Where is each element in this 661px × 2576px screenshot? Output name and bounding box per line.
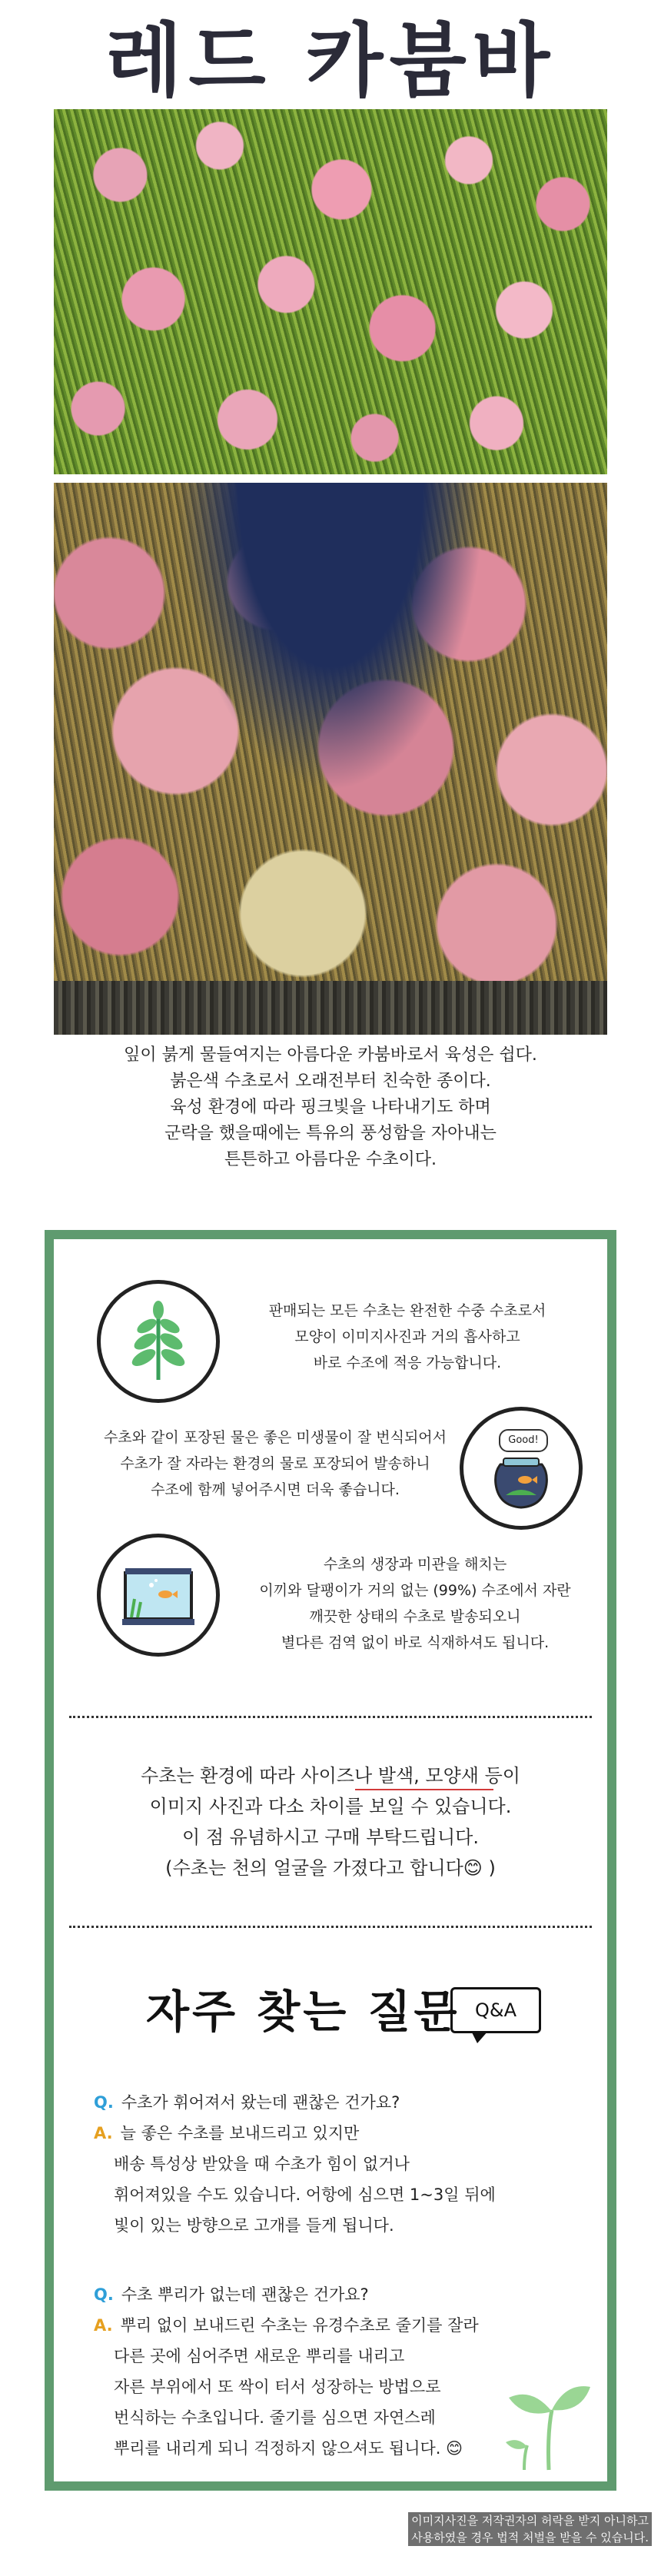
answer-line: 번식하는 수초입니다. 줄기를 심으면 자연스레	[114, 2408, 436, 2427]
good-badge: Good!	[499, 1429, 548, 1452]
copyright-line: 사용하였을 경우 법적 처벌을 받을 수 있습니다.	[408, 2529, 652, 2546]
description	[46, 1042, 615, 1173]
divider	[69, 1926, 592, 1928]
description-line: 잎이 붉게 물들여지는 아름다운 카붐바로서 육성은 쉽다.	[124, 1045, 537, 1065]
notice-line: 수초는 환경에 따라 사이즈나 발색, 모양새 등이	[141, 1765, 520, 1787]
answer-line: 늘 좋은 수초를 보내드리고 있지만	[120, 2124, 360, 2142]
answer-line: 뿌리 없이 보내드린 수초는 유경수초로 줄기를 잘라	[120, 2316, 479, 2335]
answer-line: 뿌리를 내리게 되니 걱정하지 않으셔도 됩니다. 😊	[114, 2439, 463, 2458]
plant-icon	[97, 1280, 220, 1403]
answer-line: 자른 부위에서 또 싹이 터서 성장하는 방법으로	[114, 2378, 441, 2396]
notice	[69, 1760, 592, 1883]
fishbowl-icon	[460, 1407, 583, 1530]
notice-underline	[437, 1789, 493, 1790]
description-line: 육성 환경에 따라 핑크빛을 나타내기도 하며	[170, 1098, 491, 1117]
copyright-notice	[352, 2512, 652, 2546]
feature-text: 판매되는 모든 수초는 완전한 수중 수초로서 모양이 이미지사진과 거의 흡사하고 바로 수조에 적응 가능합니다.	[268, 1302, 546, 1371]
plant-photo-top	[54, 109, 607, 474]
notice-line: 이 점 유념하시고 구매 부탁드립니다.	[182, 1826, 479, 1848]
notice-line: 이미지 사진과 다소 차이를 보일 수 있습니다.	[149, 1796, 512, 1817]
answer-line: 다른 곳에 심어주면 새로운 뿌리를 내리고	[114, 2347, 405, 2365]
faq-item	[94, 2279, 570, 2464]
faq-item	[94, 2087, 570, 2241]
answer-mark: A.	[94, 2124, 113, 2142]
feature-text: 수초와 같이 포장된 물은 좋은 미생물이 잘 번식되어서 수초가 잘 자라는 환경의 물로 포장되어 발송하니 수조에 함께 넣어주시면 더욱 좋습니다.	[103, 1429, 447, 1498]
feature-text: 수초의 생장과 미관을 해치는 이끼와 달팽이가 거의 없는 (99%) 수조에서 자란 깨끗한 상태의 수초로 발송되오니 별다른 검역 없이 바로 식재하셔도 됩니다.	[259, 1556, 571, 1651]
description-line: 군락을 했을때에는 특유의 풍성함을 자아내는	[164, 1124, 497, 1143]
question-mark: Q.	[94, 2093, 114, 2112]
answer-line: 휘어져있을 수도 있습니다. 어항에 심으면 1~3일 뒤에	[114, 2185, 496, 2204]
divider	[69, 1716, 592, 1718]
description-line: 튼튼하고 아름다운 수초이다.	[224, 1150, 437, 1169]
copyright-line: 이미지사진을 저작권자의 허락을 받지 아니하고	[408, 2512, 652, 2529]
question-text: 수초가 휘어져서 왔는데 괜찮은 건가요?	[121, 2093, 400, 2112]
answer-line: 빛이 있는 방향으로 고개를 들게 됩니다.	[114, 2216, 394, 2235]
answer-line: 배송 특성상 받았을 때 수초가 힘이 없거나	[114, 2155, 410, 2173]
notice-line: (수초는 천의 얼굴을 가졌다고 합니다😊 )	[165, 1857, 496, 1879]
answer-mark: A.	[94, 2316, 113, 2335]
question-text: 수초 뿌리가 없는데 괜찮은 건가요?	[121, 2285, 369, 2304]
question-mark: Q.	[94, 2285, 114, 2304]
aquarium-icon	[97, 1534, 220, 1657]
description-line: 붉은색 수초로서 오래전부터 친숙한 종이다.	[170, 1072, 491, 1091]
faq-title: 자주 찾는 질문	[146, 1986, 460, 2038]
page-title: 레드 카붐바	[105, 14, 556, 108]
sprout-icon	[501, 2372, 593, 2471]
qa-badge: Q&A	[450, 1987, 541, 2033]
plant-photo-bottom	[54, 483, 607, 1035]
